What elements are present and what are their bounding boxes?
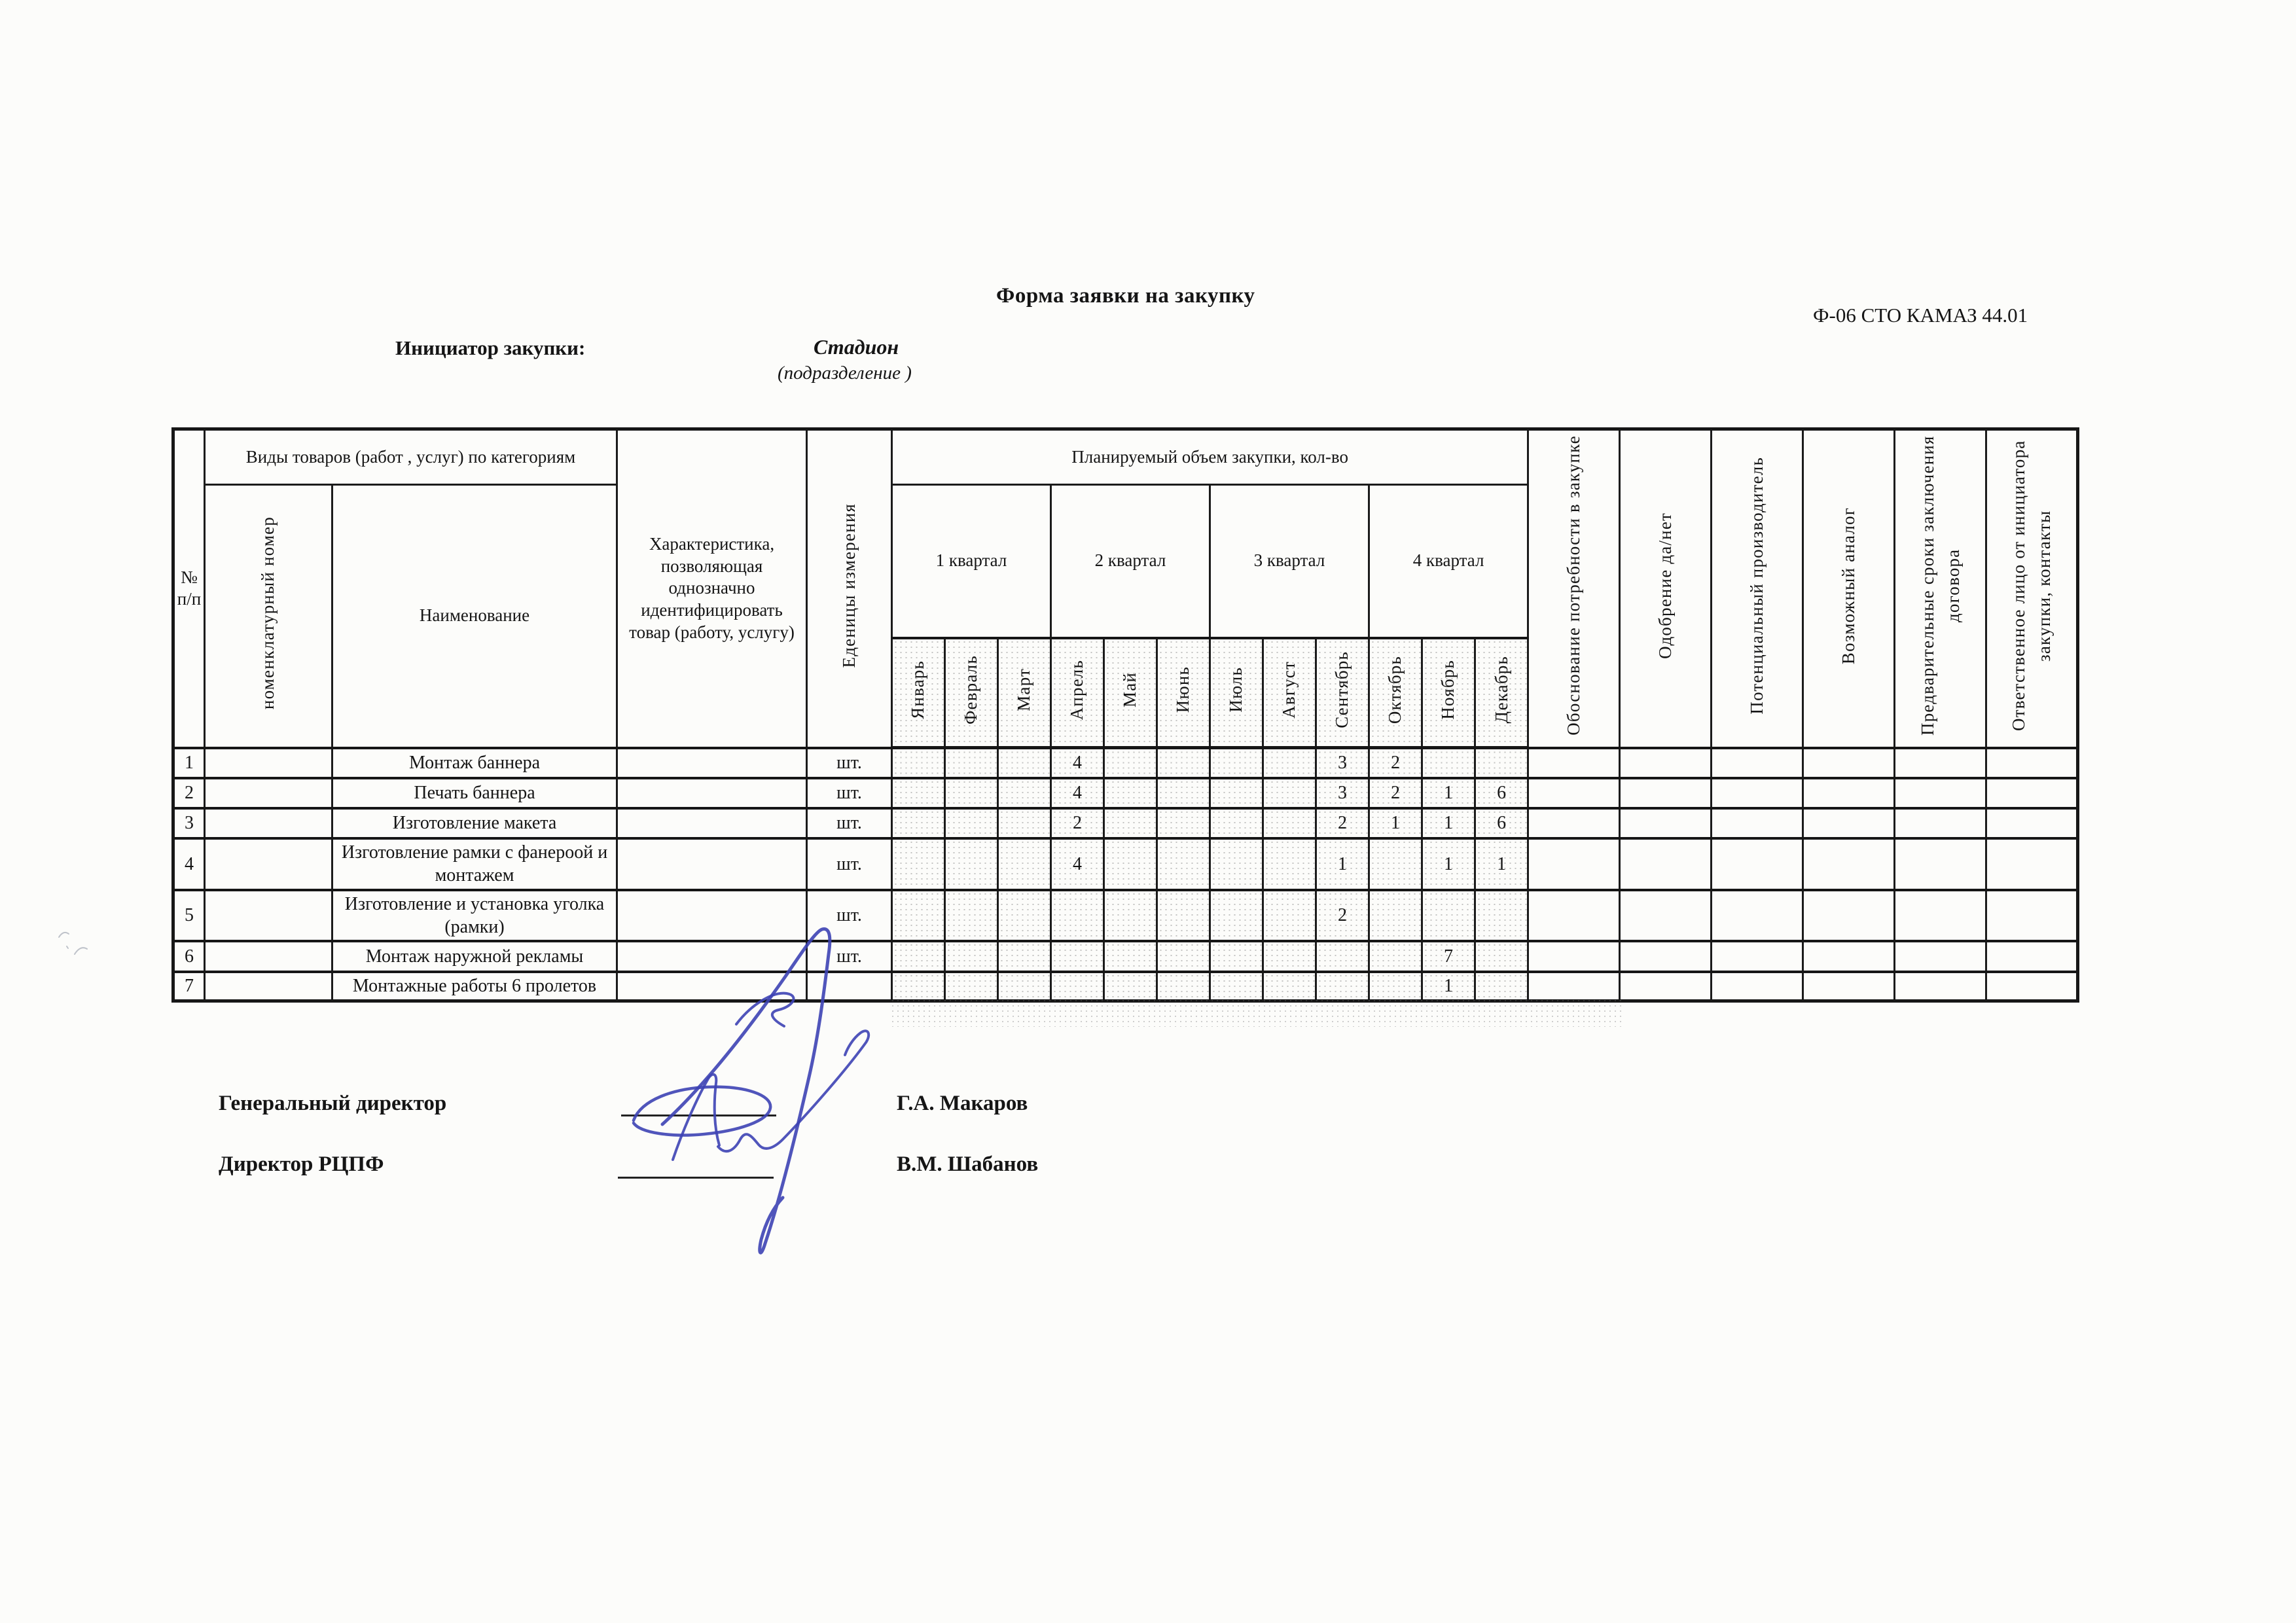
quarter-3-header: 3 квартал — [1210, 485, 1369, 638]
approval-cell — [1620, 778, 1712, 808]
qty-cell — [892, 838, 945, 890]
analog-cell — [1803, 808, 1895, 838]
nomenclature-cell — [205, 778, 332, 808]
approval-cell — [1620, 808, 1712, 838]
qty-cell: 1 — [1475, 838, 1528, 890]
row-number: 7 — [173, 972, 205, 1001]
row-number: 6 — [173, 941, 205, 972]
characteristic-cell — [617, 778, 807, 808]
qty-cell — [1104, 972, 1157, 1001]
initiator-value: Стадион — [814, 335, 899, 359]
qty-cell — [1104, 838, 1157, 890]
item-name: Монтаж наружной рекламы — [332, 941, 617, 972]
qty-cell — [1157, 748, 1210, 778]
month-header-may — [1104, 638, 1157, 748]
justification-cell — [1528, 890, 1620, 941]
qty-cell: 3 — [1316, 778, 1369, 808]
col-header-terms — [1895, 429, 1986, 748]
form-code: Ф-06 СТО КАМАЗ 44.01 — [1813, 304, 2028, 327]
qty-cell: 2 — [1051, 808, 1104, 838]
producer-cell — [1712, 808, 1803, 838]
responsible-cell — [1986, 838, 2078, 890]
initiator-caption: (подразделение ) — [778, 363, 912, 383]
qty-cell: 2 — [1316, 890, 1369, 941]
signature-title-director-rcpf: Директор РЦПФ — [219, 1152, 384, 1176]
col-header-unit — [807, 429, 892, 748]
qty-cell — [1263, 972, 1316, 1001]
analog-cell — [1803, 748, 1895, 778]
qty-cell: 6 — [1475, 808, 1528, 838]
producer-cell — [1712, 748, 1803, 778]
responsible-cell — [1986, 941, 2078, 972]
qty-cell — [1422, 890, 1475, 941]
unit-cell: шт. — [807, 941, 892, 972]
qty-cell — [1316, 972, 1369, 1001]
responsible-cell — [1986, 972, 2078, 1001]
row-number: 5 — [173, 890, 205, 941]
qty-cell — [1104, 890, 1157, 941]
analog-cell — [1803, 941, 1895, 972]
terms-cell — [1895, 838, 1986, 890]
qty-cell — [1157, 890, 1210, 941]
unit-header-vertical-text: Еденицы измерения — [838, 503, 859, 668]
qty-cell: 4 — [1051, 838, 1104, 890]
qty-cell — [892, 748, 945, 778]
terms-cell — [1895, 778, 1986, 808]
characteristic-cell — [617, 808, 807, 838]
month-header-april — [1051, 638, 1104, 748]
qty-cell — [1316, 941, 1369, 972]
table-row — [173, 890, 2078, 941]
terms-cell — [1895, 748, 1986, 778]
col-header-responsible — [1986, 429, 2078, 748]
signature-name-shabanov: В.М. Шабанов — [897, 1152, 1039, 1176]
item-name: Монтажные работы 6 пролетов — [332, 972, 617, 1001]
qty-cell — [1104, 808, 1157, 838]
qty-cell: 2 — [1369, 748, 1422, 778]
justification-cell — [1528, 748, 1620, 778]
qty-cell — [945, 748, 998, 778]
qty-cell: 4 — [1051, 748, 1104, 778]
qty-cell: 1 — [1422, 778, 1475, 808]
qty-cell — [1104, 778, 1157, 808]
producer-cell — [1712, 778, 1803, 808]
characteristic-cell — [617, 838, 807, 890]
qty-cell — [1422, 748, 1475, 778]
characteristic-cell — [617, 748, 807, 778]
page-title: Форма заявки на закупку — [996, 284, 1255, 308]
qty-cell — [945, 972, 998, 1001]
unit-cell: шт. — [807, 778, 892, 808]
producer-cell — [1712, 890, 1803, 941]
approval-cell — [1620, 972, 1712, 1001]
qty-cell — [1157, 778, 1210, 808]
table-row — [173, 808, 2078, 838]
terms-cell — [1895, 808, 1986, 838]
qty-cell — [945, 778, 998, 808]
col-header-approval — [1620, 429, 1712, 748]
qty-cell: 1 — [1316, 838, 1369, 890]
qty-cell — [1263, 778, 1316, 808]
table-row — [173, 838, 2078, 890]
unit-cell: шт. — [807, 808, 892, 838]
table-row — [173, 778, 2078, 808]
qty-cell — [945, 838, 998, 890]
qty-cell — [1210, 890, 1263, 941]
qty-cell — [1475, 972, 1528, 1001]
qty-cell — [1369, 838, 1422, 890]
qty-cell — [1263, 748, 1316, 778]
qty-cell — [1369, 890, 1422, 941]
justification-vertical-text: Обоснование потребности в закупке — [1564, 435, 1584, 736]
qty-cell — [998, 941, 1051, 972]
signature-title-general-director: Генеральный директор — [219, 1092, 447, 1115]
qty-cell — [1369, 941, 1422, 972]
qty-cell — [945, 890, 998, 941]
producer-cell — [1712, 838, 1803, 890]
qty-cell — [998, 890, 1051, 941]
nomenclature-cell — [205, 890, 332, 941]
month-vertical-text: Июль — [1226, 667, 1246, 713]
col-header-nomenclature — [205, 485, 332, 748]
approval-cell — [1620, 890, 1712, 941]
initiator-label: Инициатор закупки: — [395, 336, 586, 359]
qty-cell — [1104, 941, 1157, 972]
unit-cell: шт. — [807, 890, 892, 941]
nomenclature-vertical-text: номенклатурный номер — [258, 516, 278, 710]
month-vertical-text: Октябрь — [1385, 655, 1405, 724]
row-number: 2 — [173, 778, 205, 808]
qty-cell — [1051, 890, 1104, 941]
col-header-producer — [1712, 429, 1803, 748]
qty-cell — [1051, 941, 1104, 972]
month-header-february — [945, 638, 998, 748]
terms-cell — [1895, 941, 1986, 972]
col-header-justification — [1528, 429, 1620, 748]
item-name: Изготовление макета — [332, 808, 617, 838]
analog-cell — [1803, 778, 1895, 808]
table-row — [173, 972, 2078, 1001]
qty-cell — [998, 748, 1051, 778]
month-header-january — [892, 638, 945, 748]
responsible-cell — [1986, 748, 2078, 778]
producer-cell — [1712, 941, 1803, 972]
col-header-num: № п/п — [173, 429, 205, 748]
handwritten-signature — [589, 903, 929, 1283]
qty-cell: 3 — [1316, 748, 1369, 778]
qty-cell — [1475, 941, 1528, 972]
nomenclature-cell — [205, 838, 332, 890]
col-group-kinds: Виды товаров (работ , услуг) по категориям — [205, 429, 617, 485]
month-vertical-text: Сентябрь — [1332, 651, 1352, 728]
qty-cell: 4 — [1051, 778, 1104, 808]
approval-cell — [1620, 748, 1712, 778]
qty-cell — [1263, 838, 1316, 890]
nomenclature-cell — [205, 748, 332, 778]
signature-name-makarov: Г.А. Макаров — [897, 1092, 1028, 1115]
month-header-july — [1210, 638, 1263, 748]
responsible-cell — [1986, 890, 2078, 941]
month-header-august — [1263, 638, 1316, 748]
row-number: 4 — [173, 838, 205, 890]
qty-cell — [892, 778, 945, 808]
nomenclature-cell — [205, 808, 332, 838]
month-vertical-text: Апрель — [1067, 659, 1087, 721]
qty-cell — [998, 778, 1051, 808]
table-row — [173, 748, 2078, 778]
scan-halftone-strip — [890, 998, 1623, 1027]
nomenclature-cell — [205, 972, 332, 1001]
qty-cell — [1210, 972, 1263, 1001]
qty-cell — [1157, 972, 1210, 1001]
table-row — [173, 941, 2078, 972]
col-header-name: Наименование — [332, 485, 617, 748]
qty-cell — [998, 808, 1051, 838]
qty-cell — [1157, 808, 1210, 838]
analog-cell — [1803, 890, 1895, 941]
qty-cell: 7 — [1422, 941, 1475, 972]
month-header-october — [1369, 638, 1422, 748]
responsible-cell — [1986, 808, 2078, 838]
qty-cell — [1210, 941, 1263, 972]
purchase-request-table — [171, 427, 2079, 1003]
qty-cell — [998, 972, 1051, 1001]
analog-vertical-text: Возможный аналог — [1839, 507, 1859, 664]
month-header-march — [998, 638, 1051, 748]
analog-cell — [1803, 838, 1895, 890]
qty-cell: 2 — [1316, 808, 1369, 838]
month-vertical-text: Ноябрь — [1438, 660, 1458, 720]
unit-cell: шт. — [807, 748, 892, 778]
month-header-november — [1422, 638, 1475, 748]
month-header-september — [1316, 638, 1369, 748]
responsible-cell — [1986, 778, 2078, 808]
terms-vertical-text: Предварительные сроки заключения договора — [1917, 435, 1963, 736]
justification-cell — [1528, 778, 1620, 808]
terms-cell — [1895, 972, 1986, 1001]
qty-cell — [1210, 808, 1263, 838]
month-vertical-text: Июнь — [1173, 666, 1193, 713]
item-name: Печать баннера — [332, 778, 617, 808]
month-vertical-text: Декабрь — [1491, 656, 1511, 724]
qty-cell — [1104, 748, 1157, 778]
col-header-characteristic: Характеристика, позволяющая однозначно идентифицировать товар (работу, услугу) — [617, 429, 807, 748]
justification-cell — [1528, 838, 1620, 890]
qty-cell: 1 — [1369, 808, 1422, 838]
qty-cell: 1 — [1422, 838, 1475, 890]
justification-cell — [1528, 972, 1620, 1001]
col-group-planned-volume: Планируемый объем закупки, кол-во — [892, 429, 1528, 485]
qty-cell — [1263, 890, 1316, 941]
qty-cell — [945, 941, 998, 972]
qty-cell: 1 — [1422, 808, 1475, 838]
qty-cell — [1210, 778, 1263, 808]
unit-cell: шт. — [807, 838, 892, 890]
month-vertical-text: Август — [1279, 660, 1299, 719]
qty-cell: 2 — [1369, 778, 1422, 808]
quarter-2-header: 2 квартал — [1051, 485, 1210, 638]
quarter-1-header: 1 квартал — [892, 485, 1051, 638]
qty-cell: 6 — [1475, 778, 1528, 808]
nomenclature-cell — [205, 941, 332, 972]
qty-cell — [1263, 941, 1316, 972]
qty-cell: 1 — [1422, 972, 1475, 1001]
pencil-scan-marks — [52, 924, 105, 970]
approval-cell — [1620, 838, 1712, 890]
justification-cell — [1528, 808, 1620, 838]
qty-cell — [1475, 748, 1528, 778]
month-header-june — [1157, 638, 1210, 748]
qty-cell — [1369, 972, 1422, 1001]
row-number: 1 — [173, 748, 205, 778]
month-vertical-text: Январь — [908, 660, 928, 719]
col-header-analog — [1803, 429, 1895, 748]
qty-cell — [1157, 838, 1210, 890]
qty-cell — [1157, 941, 1210, 972]
analog-cell — [1803, 972, 1895, 1001]
producer-vertical-text: Потенциальный производитель — [1747, 457, 1767, 715]
qty-cell — [1263, 808, 1316, 838]
quarter-4-header: 4 квартал — [1369, 485, 1528, 638]
qty-cell — [998, 838, 1051, 890]
item-name: Изготовление и установка уголка (рамки) — [332, 890, 617, 941]
approval-cell — [1620, 941, 1712, 972]
qty-cell — [945, 808, 998, 838]
qty-cell — [1210, 748, 1263, 778]
terms-cell — [1895, 890, 1986, 941]
month-header-december — [1475, 638, 1528, 748]
justification-cell — [1528, 941, 1620, 972]
month-vertical-text: Февраль — [961, 654, 981, 724]
row-number: 3 — [173, 808, 205, 838]
month-vertical-text: Май — [1120, 671, 1140, 707]
approval-vertical-text: Одобрение да/нет — [1655, 512, 1676, 659]
month-vertical-text: Март — [1014, 668, 1034, 711]
qty-cell — [1475, 890, 1528, 941]
item-name: Изготовление рамки с фанероой и монтажем — [332, 838, 617, 890]
qty-cell — [1051, 972, 1104, 1001]
qty-cell — [1210, 838, 1263, 890]
producer-cell — [1712, 972, 1803, 1001]
qty-cell — [892, 808, 945, 838]
responsible-vertical-text: Ответственное лицо от инициатора закупки, контакты — [2009, 440, 2054, 732]
item-name: Монтаж баннера — [332, 748, 617, 778]
